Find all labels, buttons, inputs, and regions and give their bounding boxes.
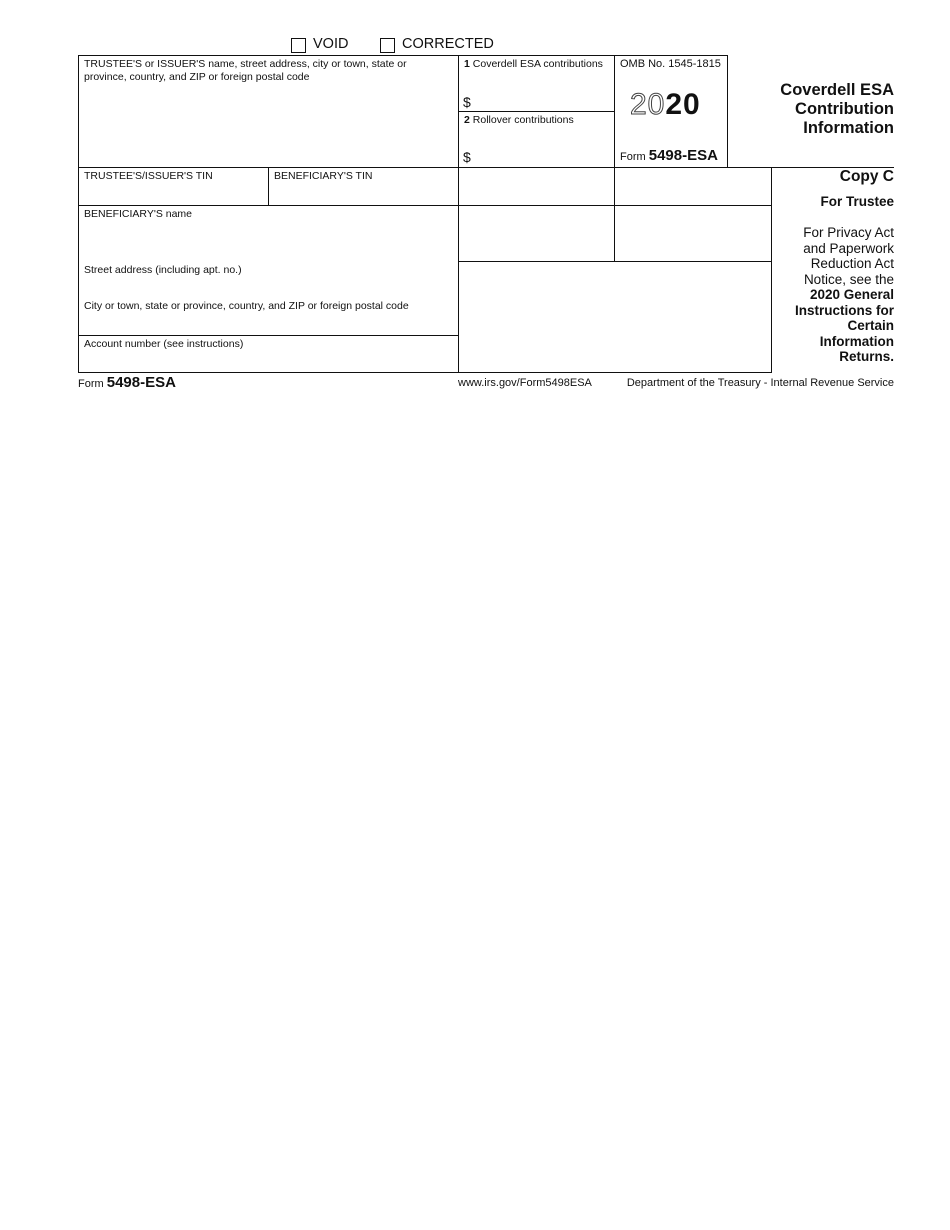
form-id-header bbox=[620, 147, 718, 164]
privacy-line1: For Privacy Act bbox=[803, 225, 894, 240]
corrected-label: CORRECTED bbox=[402, 36, 494, 52]
corrected-checkbox[interactable] bbox=[380, 38, 395, 53]
copy-designation: Copy C bbox=[839, 168, 894, 185]
void-label: VOID bbox=[313, 36, 349, 52]
tax-year-outline: 20 bbox=[630, 88, 666, 121]
footer-form-word: Form bbox=[78, 378, 104, 390]
street-address-field[interactable] bbox=[80, 278, 456, 298]
box2-dollar-sign: $ bbox=[463, 149, 471, 165]
box1-label bbox=[464, 58, 614, 71]
box1-number: 1 bbox=[464, 58, 470, 70]
void-checkbox[interactable] bbox=[291, 38, 306, 53]
copy-recipient: For Trustee bbox=[820, 194, 894, 209]
footer-url[interactable]: www.irs.gov/Form5498ESA bbox=[458, 377, 592, 389]
privacy-line7: Certain bbox=[847, 318, 894, 333]
tax-year-solid: 20 bbox=[665, 88, 701, 121]
street-address-label: Street address (including apt. no.) bbox=[84, 264, 242, 276]
footer-form-id bbox=[78, 374, 176, 391]
privacy-line2: and Paperwork bbox=[803, 240, 894, 256]
trustee-tin-field[interactable] bbox=[80, 184, 266, 204]
city-field[interactable] bbox=[80, 314, 456, 334]
box1-text: Coverdell ESA contributions bbox=[472, 58, 603, 70]
omb-number: OMB No. 1545-1815 bbox=[620, 58, 721, 70]
beneficiary-tin-field[interactable] bbox=[270, 184, 456, 204]
trustee-name-field[interactable] bbox=[80, 86, 456, 165]
privacy-notice bbox=[769, 225, 894, 365]
privacy-line6: Instructions for bbox=[794, 302, 894, 318]
privacy-line4: Notice, see the bbox=[803, 271, 894, 287]
footer-form-number: 5498-ESA bbox=[106, 374, 176, 391]
trustee-tin-label: TRUSTEE'S/ISSUER'S TIN bbox=[84, 170, 213, 182]
city-label: City or town, state or province, country, and ZIP or foreign postal code bbox=[84, 300, 409, 312]
account-number-field[interactable] bbox=[80, 352, 456, 371]
form-title bbox=[780, 81, 894, 138]
beneficiary-name-label: BENEFICIARY'S name bbox=[84, 208, 193, 220]
box2-number: 2 bbox=[464, 114, 470, 126]
form-title-line3: Information bbox=[803, 119, 894, 137]
form-title-line1: Coverdell ESA bbox=[780, 81, 894, 99]
box2-label bbox=[464, 114, 614, 127]
box1-dollar-sign: $ bbox=[463, 94, 471, 110]
trustee-name-label: TRUSTEE'S or ISSUER'S name, street address, city or town, state or province, country, and ZIP or foreign postal code bbox=[84, 58, 407, 83]
privacy-line9: Returns. bbox=[839, 349, 894, 364]
form-word: Form bbox=[620, 151, 646, 163]
beneficiary-name-field[interactable] bbox=[80, 222, 456, 260]
blank-box-a bbox=[460, 169, 613, 204]
box1-amount-field[interactable] bbox=[476, 90, 612, 110]
box2-text: Rollover contributions bbox=[472, 114, 574, 126]
box2-amount-field[interactable] bbox=[476, 145, 612, 165]
form-title-line2: Contribution bbox=[795, 100, 894, 118]
privacy-line5: 2020 General bbox=[809, 287, 894, 302]
form-number: 5498-ESA bbox=[648, 147, 718, 164]
privacy-line8: Information bbox=[819, 333, 894, 349]
privacy-line3: Reduction Act bbox=[810, 256, 894, 271]
beneficiary-tin-label: BENEFICIARY'S TIN bbox=[274, 170, 373, 182]
tax-year bbox=[630, 88, 701, 122]
footer-agency: Department of the Treasury - Internal Revenue Service bbox=[626, 377, 894, 389]
account-number-label: Account number (see instructions) bbox=[84, 338, 244, 350]
blank-box-b bbox=[616, 169, 770, 204]
